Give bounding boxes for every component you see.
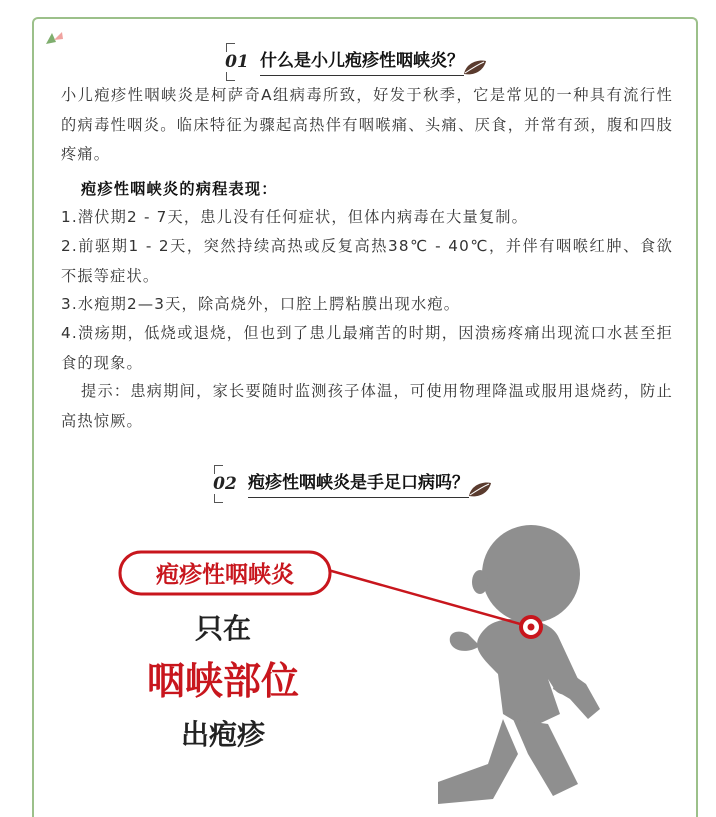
intro-paragraph: 小儿疱疹性咽峡炎是柯萨奇A组病毒所致，好发于秋季，它是常见的一种具有流行性的病毒性咽炎。临床特征为骤起高热伴有咽喉痛、头痛、厌食，并常有颈，腹和四肢疼痛。 [61,86,673,163]
section1-title: 什么是小儿疱疹性咽峡炎？ [260,49,464,76]
leaf-icon [467,480,493,500]
section2-heading [210,468,493,500]
corner-decoration-icon [44,30,66,46]
section2-title: 疱疹性咽峡炎是手足口病吗？ [248,471,469,498]
section1-number: 01 [222,49,252,75]
stage-1: 1.潜伏期2 - 7天，患儿没有任何症状，但体内病毒在大量复制。 [61,208,529,226]
illustration-line2: 咽峡部位 [146,659,300,703]
tip-paragraph: 提示：患病期间，家长要随时监测孩子体温，可使用物理降温或服用退烧药，防止高热惊厥。 [61,382,673,430]
stage-2: 2.前驱期1 - 2天，突然持续高热或反复高热38℃ - 40℃，并伴有咽喉红肿、食欲不振等症状。 [61,237,673,285]
stage-4: 4.溃疡期，低烧或退烧，但也到了患儿最痛苦的时期，因溃疡疼痛出现流口水甚至拒食的现象。 [61,324,673,372]
section2-number: 02 [210,471,240,497]
illustration-label: 疱疹性咽峡炎 [156,562,294,588]
stage-3: 3.水疱期2—3天，除高烧外，口腔上腭粘膜出现水疱。 [61,295,461,313]
illustration [108,514,668,804]
leaf-icon [462,58,488,78]
section1-heading [222,46,488,78]
illustration-line3: 出疱疹 [180,718,266,751]
illustration-line1: 只在 [194,612,252,645]
course-subheading: 疱疹性咽峡炎的病程表现： [81,180,278,198]
